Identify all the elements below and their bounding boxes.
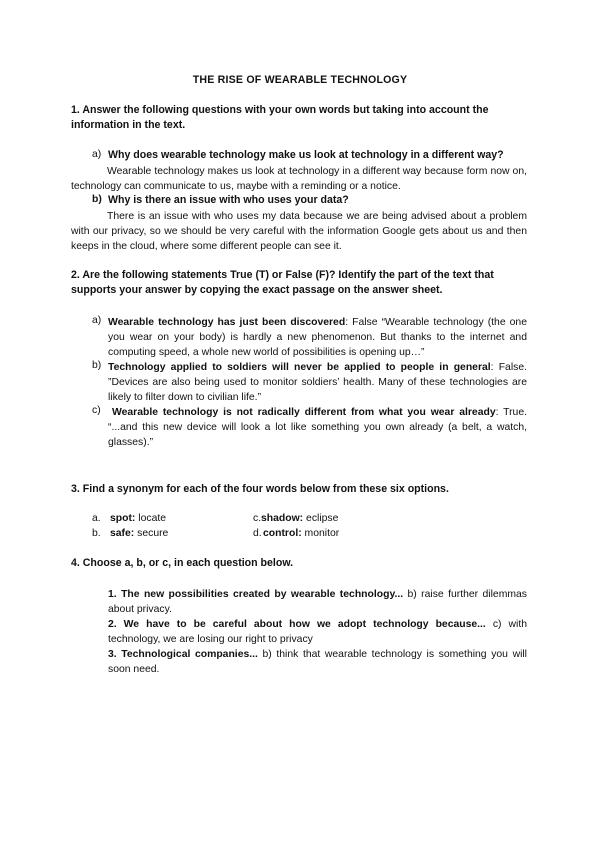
q2a-statement: Wearable technology has just been discovered xyxy=(108,317,346,328)
q4-item-1 xyxy=(108,587,527,617)
q3-item-a xyxy=(92,511,166,526)
q2b-letter: b) xyxy=(92,360,102,371)
q2b-answer: : False. ”Devices are also being used to monitor soldiers’ health. Many of these technologies are likely to filter down to civilian life.” xyxy=(108,362,527,403)
q2c-item xyxy=(108,405,527,450)
q2-heading: 2. Are the following statements True (T) or False (F)? Identify the part of the text that supports your answer by copying the exact passage on the answer sheet. xyxy=(71,269,494,296)
q3a-word: spot: xyxy=(110,513,136,524)
q3-item-b xyxy=(92,526,168,541)
q3d-synonym: monitor xyxy=(301,528,340,539)
q1a-letter: a) xyxy=(92,149,102,160)
q4-1-prompt: 1. The new possibilities created by wearable technology... xyxy=(108,589,404,600)
q2a-answer: : False “Wearable technology (the one you wear on your body) is hardly a new phenomenon. But thanks to the internet and computing speed, a whole new world of possibilities is opening up…” xyxy=(108,317,527,358)
q4-item-3 xyxy=(108,647,527,677)
q3-item-c xyxy=(253,511,338,526)
q3c-synonym: eclipse xyxy=(303,513,339,524)
q3b-word: safe: xyxy=(110,528,135,539)
q2b-statement: Technology applied to soldiers will never be applied to people in general xyxy=(108,362,491,373)
q2a-letter: a) xyxy=(92,315,102,326)
q1a-answer: Wearable technology makes us look at technology in a different way because form now on, technology can communicate to us, maybe with a reminding or a notice. xyxy=(71,166,527,192)
q1-heading: 1. Answer the following questions with your own words but taking into account the information in the text. xyxy=(71,104,489,131)
q4-3-answer: b) think that wearable technology is something you will soon need. xyxy=(108,649,527,675)
q3-heading: 3. Find a synonym for each of the four words below from these six options. xyxy=(71,483,449,495)
q1b-question: Why is there an issue with who uses your data? xyxy=(108,194,349,206)
q1b-letter: b) xyxy=(92,194,102,205)
q3c-letter: c. xyxy=(253,513,262,524)
q4-heading: 4. Choose a, b, or c, in each question below. xyxy=(71,557,294,569)
q4-2-prompt: 2. We have to be careful about how we adopt technology because... xyxy=(108,619,486,630)
q3a-letter: a. xyxy=(92,513,101,524)
q2c-statement: Wearable technology is not radically different from what you wear already xyxy=(112,407,496,418)
q2c-letter: c) xyxy=(92,405,101,416)
q3a-synonym: locate xyxy=(135,513,167,524)
q2a-item xyxy=(108,315,527,360)
q4-2-answer: c) with technology, we are losing our right to privacy xyxy=(108,619,527,645)
q4-1-answer: b) raise further dilemmas about privacy. xyxy=(108,589,527,615)
q4-3-prompt: 3. Technological companies... xyxy=(108,649,258,660)
q3d-word: control: xyxy=(263,528,302,539)
q2c-answer: : True. “...and this new device will look a lot like something you own already (a belt, a watch, glasses).” xyxy=(108,407,528,448)
q3b-synonym: secure xyxy=(134,528,169,539)
q3c-word: shadow: xyxy=(261,513,304,524)
document-title: THE RISE OF WEARABLE TECHNOLOGY xyxy=(192,74,408,86)
q1a-question: Why does wearable technology make us look at technology in a different way? xyxy=(108,149,504,161)
q4-item-2 xyxy=(108,617,527,647)
q1b-answer: There is an issue with who uses my data because we are being advised about a problem with our privacy, so we should be very careful with the information Google gets about us and then keeps in the cloud, where some different people can see it. xyxy=(71,211,527,252)
q3b-letter: b. xyxy=(92,528,101,539)
q3-item-d xyxy=(253,526,339,541)
q2b-item xyxy=(108,360,527,405)
q3d-letter: d. xyxy=(253,528,262,539)
